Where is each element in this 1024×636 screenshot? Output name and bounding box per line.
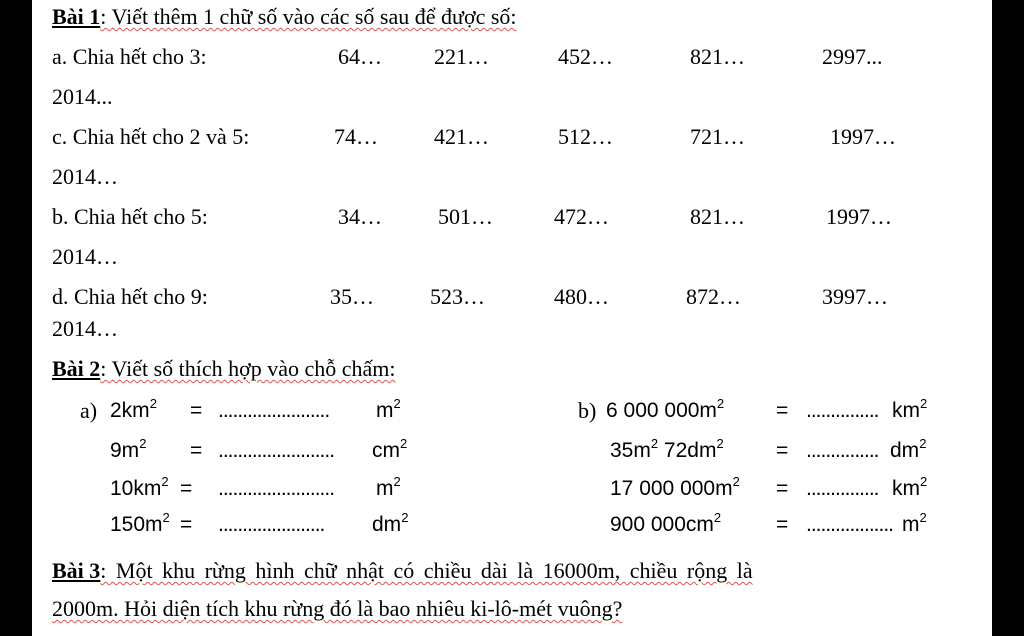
row-a-num-2: 221… <box>434 44 489 69</box>
worksheet-page <box>32 0 992 636</box>
left-black-border <box>0 0 32 636</box>
row-d-num-4: 872… <box>686 284 741 309</box>
part-b-prefix: b) <box>578 398 597 423</box>
eq-b-1: 6 000 $000m^2$ = ............... $km^2$ <box>606 396 928 422</box>
bai3-number: Bài 3 <box>52 558 101 583</box>
row-c-num-1: 74… <box>334 124 378 149</box>
row-c-num-4: 721… <box>690 124 745 149</box>
eq-a-1: $2km^2$ = ....................... $m^2$ <box>110 396 401 422</box>
row-a-num-5: 2997... <box>822 44 883 69</box>
row-d-label: d. Chia hết cho 9: <box>52 284 208 309</box>
row-a-wrap: 2014... <box>52 84 113 109</box>
row-b-label: b. Chia hết cho 5: <box>52 204 208 229</box>
row-d-num-5: 3997… <box>822 284 888 309</box>
eq-a-4: $150m^2$ = ...................... $dm^2$ <box>110 510 409 536</box>
bai1-number: Bài 1 <box>52 4 101 29</box>
bai3-text-1: : Một khu rừng hình chữ nhật có chiều dài là 16000m, chiều rộng là <box>100 558 753 583</box>
row-a-num-1: 64… <box>338 44 382 69</box>
bai3-line-2 <box>52 596 622 622</box>
bai3-line-1 <box>52 558 753 584</box>
row-c-label: c. Chia hết cho 2 và 5: <box>52 124 250 149</box>
eq-a-2: $9m^2$ = ........................ $cm^2$ <box>110 436 408 462</box>
row-b-num-1: 34… <box>338 204 382 229</box>
row-b-num-4: 821… <box>690 204 745 229</box>
eq-b-2: $35m^2$ $72dm^2$ = ............... $dm^2$ <box>610 436 927 462</box>
bai1-heading <box>52 4 517 30</box>
row-c-num-2: 421… <box>434 124 489 149</box>
row-a-label: a. Chia hết cho 3: <box>52 44 207 69</box>
eq-b-4: 900 $000cm^2$ = .................. $m^2$ <box>610 510 927 536</box>
row-d-wrap: 2014… <box>52 316 118 341</box>
row-b-wrap: 2014… <box>52 244 118 269</box>
bai2-number: Bài 2 <box>52 356 101 381</box>
row-d-num-1: 35… <box>330 284 374 309</box>
bai3-text-2: 2000m. Hỏi diện tích khu rừng đó là bao nhiêu ki-lô-mét vuông? <box>52 596 623 621</box>
row-a-num-3: 452… <box>558 44 613 69</box>
row-b-num-3: 472… <box>554 204 609 229</box>
row-a-num-4: 821… <box>690 44 745 69</box>
eq-a-3: $10km^2$ = ........................ $m^2$ <box>110 474 401 500</box>
right-black-border <box>992 0 1024 636</box>
row-c-wrap: 2014… <box>52 164 118 189</box>
bai1-instruction: : Viết thêm 1 chữ số vào các số sau để được số: <box>100 4 517 29</box>
part-a-prefix: a) <box>80 398 98 423</box>
bai2-instruction: : Viết số thích hợp vào chỗ chấm: <box>100 356 396 381</box>
row-b-num-5: 1997… <box>826 204 892 229</box>
eq-b-3: 17 000 $000m^2$ = ............... $km^2$ <box>610 474 928 500</box>
row-d-num-2: 523… <box>430 284 485 309</box>
bai2-heading <box>52 356 396 382</box>
row-d-num-3: 480… <box>554 284 609 309</box>
row-b-num-2: 501… <box>438 204 493 229</box>
row-c-num-3: 512… <box>558 124 613 149</box>
row-c-num-5: 1997… <box>830 124 896 149</box>
